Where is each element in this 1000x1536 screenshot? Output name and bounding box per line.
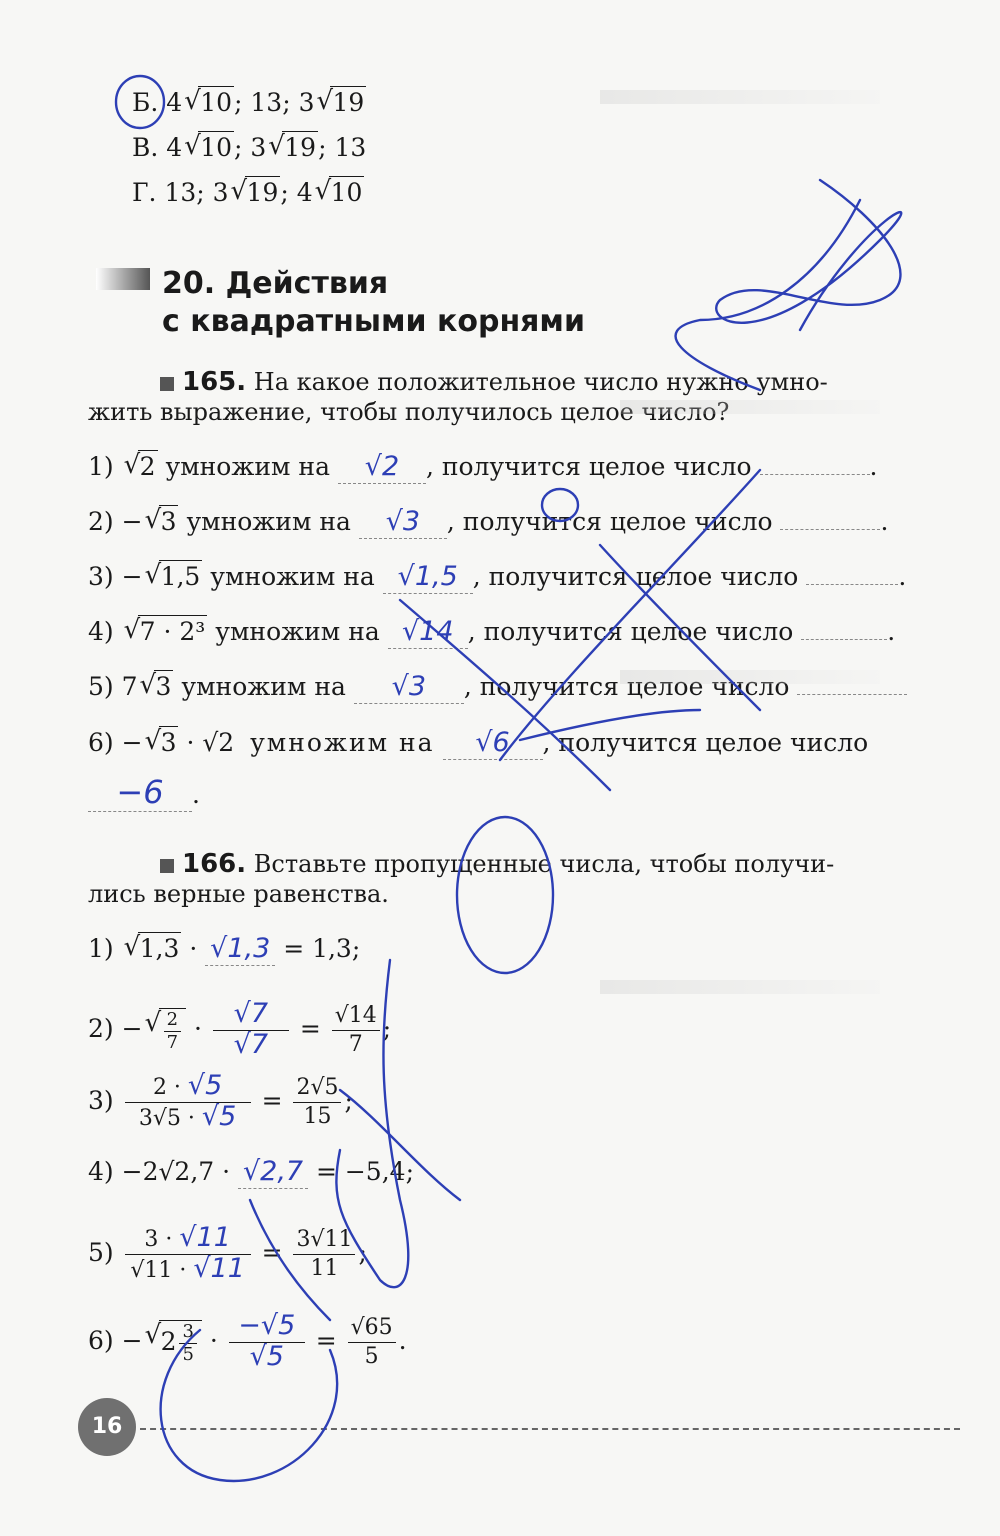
option-g-c-rad: 10	[330, 178, 363, 207]
task-165-item-1: 1) √ 2 умножим на √2 , получится целое число .	[88, 450, 877, 484]
item-sign: −	[121, 562, 143, 591]
multiply-word: умножим на	[210, 562, 375, 591]
item-radicand: 3	[160, 507, 177, 536]
footer-rule	[140, 1428, 960, 1430]
result-text: , получится целое число	[542, 728, 869, 757]
task-166-item-5: 5) $\frac{3 \cdot √11}{√11 \cdot √11}$ = $\frac{3√11}{11}$ ;	[88, 1222, 367, 1284]
multiply-word: умножим на	[186, 507, 351, 536]
result-text: , получится целое число	[472, 562, 799, 591]
section-title-line2: с квадратными корнями	[162, 304, 585, 339]
option-b-b: 13	[250, 88, 283, 117]
page-number: 16	[78, 1398, 136, 1456]
option-g-b-rad: 19	[246, 178, 279, 207]
handwritten-answer[interactable]: √2	[364, 451, 400, 482]
handwritten-answer-den[interactable]: √5	[249, 1341, 284, 1372]
item-radicand: 3	[160, 728, 177, 757]
item-label: 6)	[88, 728, 114, 757]
handwritten-answer[interactable]: √1,3	[210, 933, 271, 964]
item-label: 2)	[88, 507, 114, 536]
item-coef: 7	[121, 672, 138, 701]
task-166-item-4	[88, 1156, 414, 1189]
task-165-item-6-result-line: −6 .	[88, 776, 200, 812]
task-165-item-2: 2) −√ 3 умножим на √3 , получится целое число .	[88, 505, 888, 539]
handwritten-answer[interactable]: √3	[391, 671, 427, 702]
task-166-item-6: 6) −√ 2 $\frac{3}{5}$ · $\frac{-√5}{√5}$ = $\frac{√65}{5}$ .	[88, 1312, 407, 1373]
item-left: −2√2,7 ·	[121, 1157, 231, 1186]
option-v-c: 13	[334, 133, 367, 162]
task-bullet-icon	[160, 377, 174, 391]
item-label: 4)	[88, 617, 114, 646]
item-label: 5)	[88, 672, 114, 701]
option-v-a-rad: 10	[200, 133, 232, 162]
task-165-number: 165.	[182, 367, 247, 397]
result-text: , получится целое число	[425, 452, 752, 481]
item-right-num: √65	[348, 1314, 396, 1343]
option-b-a-rad: 10	[200, 88, 232, 117]
task-166-text-1: Вставьте пропущенные числа, чтобы получи-	[253, 850, 835, 878]
task-165-text-1: На какое положительное число нужно умно-	[253, 368, 828, 396]
item-right-den: 11	[310, 1256, 339, 1281]
handwritten-answer[interactable]: √1,5	[397, 561, 458, 592]
item-label: 5)	[88, 1238, 114, 1267]
task-165-text-2: жить выражение, чтобы получилось целое число?	[88, 398, 730, 426]
item-right-den: 15	[303, 1104, 332, 1129]
handwritten-result[interactable]: −6	[116, 773, 164, 811]
option-v-a: 4	[166, 133, 183, 162]
scribble-oval-mid	[457, 817, 553, 973]
handwritten-answer[interactable]: √6	[475, 727, 510, 758]
handwritten-answer-den[interactable]: √11	[193, 1253, 245, 1284]
task-166-item-1: 1) √ 1,3 · √1,3 = 1,3;	[88, 932, 360, 966]
bleed-through-area	[600, 80, 900, 1380]
item-extra: · √2	[186, 728, 235, 757]
item-right-num: √14	[332, 1002, 380, 1031]
item-label: 1)	[88, 934, 114, 963]
handwritten-answer-num[interactable]: −√5	[238, 1310, 296, 1341]
item-right: = −5,4;	[315, 1157, 414, 1186]
item-sign: −	[121, 728, 143, 757]
item-label: 6)	[88, 1326, 114, 1355]
item-label: 2)	[88, 1014, 114, 1043]
item-right: = 1,3;	[283, 934, 361, 963]
item-radicand: 3	[155, 672, 172, 701]
item-right-num: 2√5	[293, 1074, 341, 1103]
task-166-item-3: 3) $\frac{2 \cdot √5}{3√5 \cdot √5}$ = $\frac{2√5}{15}$ ;	[88, 1070, 353, 1132]
handwritten-answer-den[interactable]: √7	[233, 1029, 269, 1060]
item-right-num: 3√11	[293, 1226, 355, 1255]
section-title	[162, 265, 585, 341]
option-v: В. 4√ 10; 3√ 19; 13	[132, 131, 366, 164]
handwritten-answer-num[interactable]: √7	[233, 998, 269, 1029]
option-b: Б. 4√ 10; 13; 3√ 19	[132, 86, 366, 119]
option-v-b: 3	[250, 133, 267, 162]
item-label: 4)	[88, 1157, 114, 1186]
multiply-word: умножим на	[215, 617, 380, 646]
option-v-b-rad: 19	[284, 133, 317, 162]
item-sign: −	[121, 507, 143, 536]
handwritten-answer-num[interactable]: √11	[179, 1222, 231, 1253]
handwritten-answer-num[interactable]: √5	[187, 1070, 223, 1101]
task-165-item-3: 3) −√ 1,5 умножим на √1,5 , получится целое число .	[88, 560, 906, 594]
handwritten-answer[interactable]: √3	[385, 506, 421, 537]
multiply-word: умножим на	[165, 452, 330, 481]
item-label: 1)	[88, 452, 114, 481]
handwritten-answer-den[interactable]: √5	[201, 1101, 237, 1132]
item-radicand: 1,3	[139, 934, 180, 963]
option-g-c: 4	[296, 178, 313, 207]
task-166-item-2: 2) − √ $\frac{2}{7}$ · $\frac{√7}{√7}$ = $\frac{√14}{7}$ ;	[88, 1000, 391, 1061]
handwritten-answer[interactable]: √14	[401, 616, 454, 647]
section-title-bar	[96, 268, 150, 290]
item-right-den: 7	[348, 1032, 363, 1057]
option-g-a: 13	[164, 178, 197, 207]
option-b-c-rad: 19	[332, 88, 365, 117]
item-label: 3)	[88, 1086, 114, 1115]
task-166-number: 166.	[182, 849, 247, 879]
option-b-letter: Б.	[132, 88, 159, 117]
option-v-letter: В.	[132, 133, 159, 162]
option-g: Г. 13; 3√ 19; 4√ 10	[132, 176, 364, 209]
section-title-line1: 20. Действия	[162, 266, 389, 301]
result-text: , получится целое число	[467, 617, 794, 646]
result-text: , получится целое число	[463, 672, 790, 701]
multiply-word: умножим на	[181, 672, 346, 701]
item-right-den: 5	[364, 1344, 379, 1369]
item-radicand: 7 · 2³	[139, 617, 206, 646]
task-bullet-icon	[160, 859, 174, 873]
task-166-text-2: лись верные равенства.	[88, 880, 389, 908]
multiply-word: умножим на	[250, 728, 435, 757]
item-radicand: 1,5	[160, 562, 201, 591]
item-radicand: 2	[139, 452, 156, 481]
option-b-a: 4	[166, 88, 183, 117]
task-165-item-4: 4) √ 7 · 2³ умножим на √14 , получится целое число .	[88, 615, 895, 649]
handwritten-answer[interactable]: √2,7	[242, 1156, 304, 1187]
option-b-c: 3	[298, 88, 315, 117]
option-g-letter: Г.	[132, 178, 157, 207]
option-g-b: 3	[212, 178, 229, 207]
item-label: 3)	[88, 562, 114, 591]
result-text: , получится целое число	[446, 507, 773, 536]
